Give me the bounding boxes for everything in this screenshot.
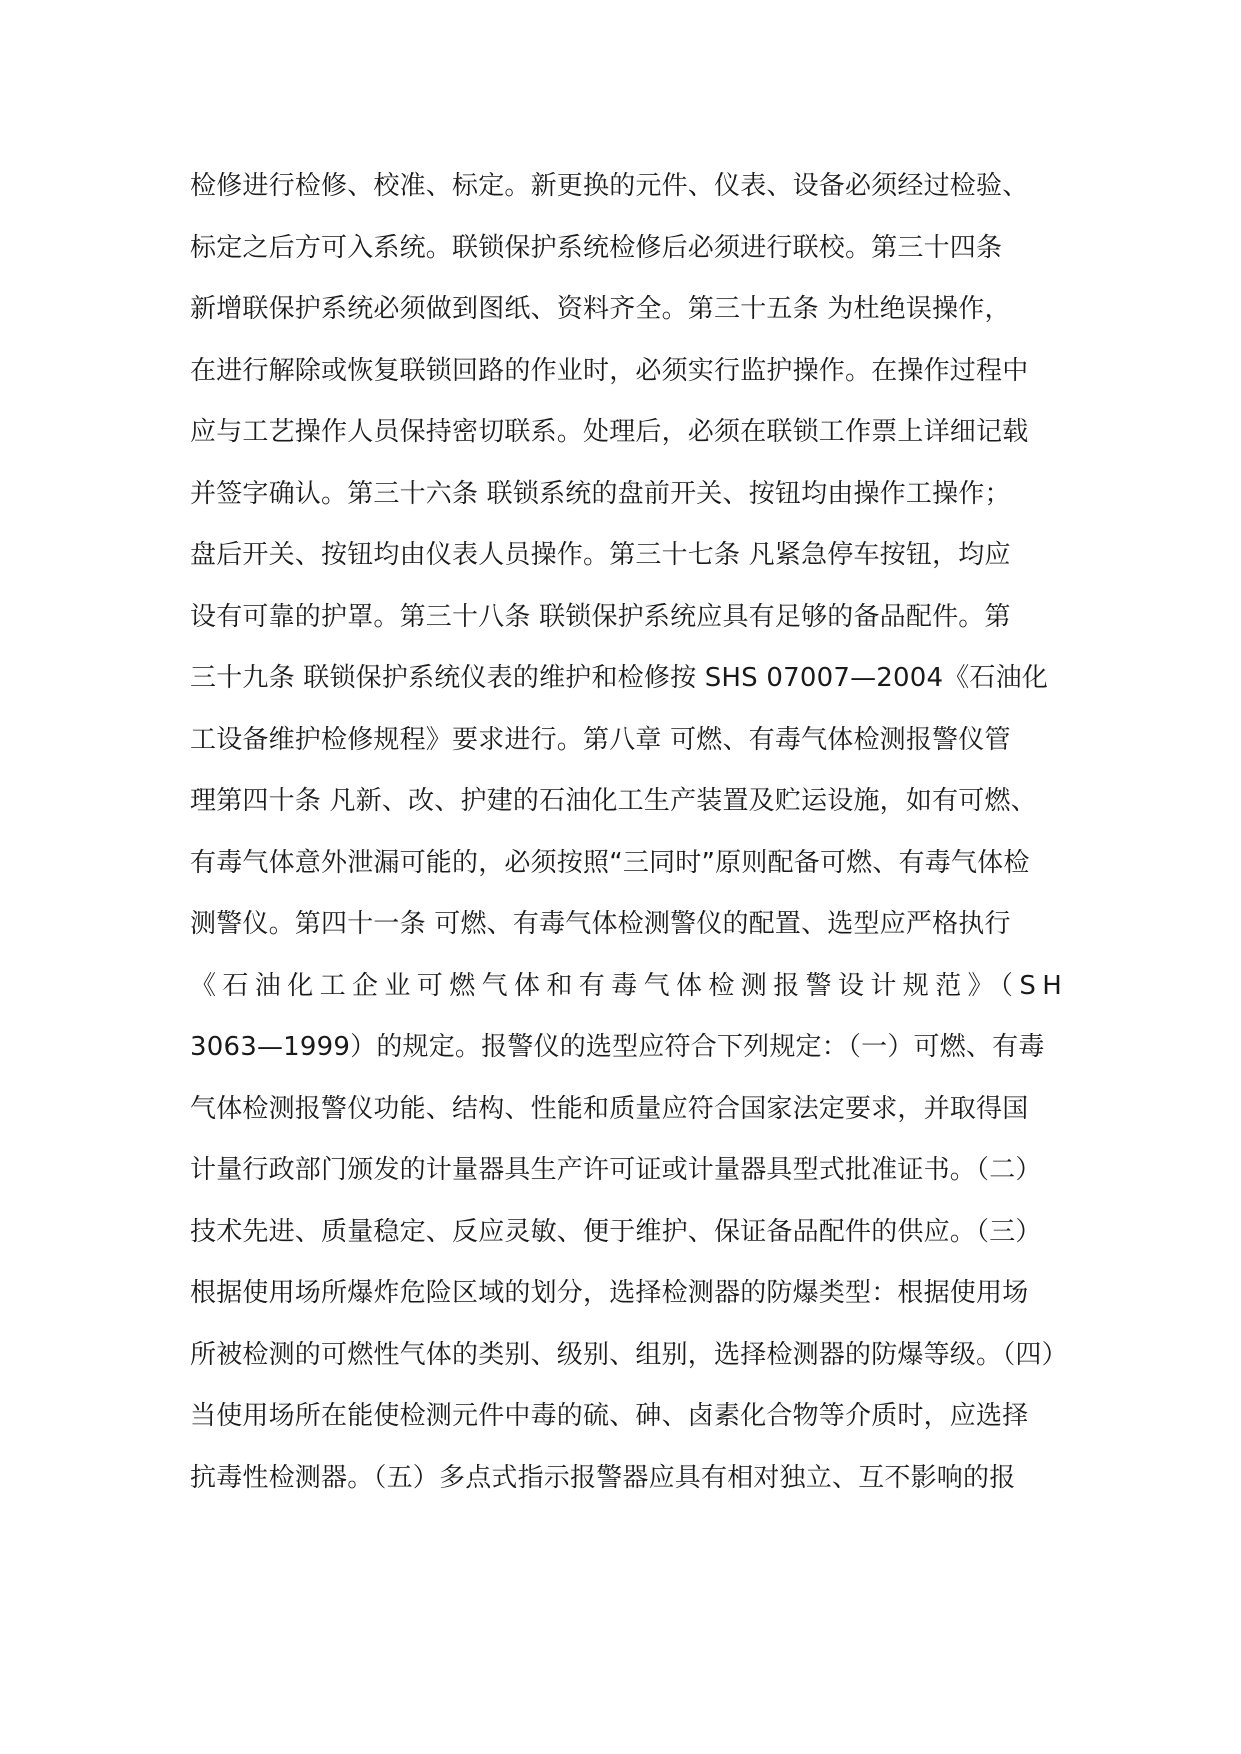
- text-line: 在进行解除或恢复联锁回路的作业时，必须实行监护操作。在操作过程中: [190, 355, 1029, 386]
- text-line: 工设备维护检修规程》要求进行。第八章 可燃、有毒气体检测报警仪管: [190, 724, 1011, 755]
- text-line: 三十九条 联锁保护系统仪表的维护和检修按 SHS 07007—2004《石油化: [190, 663, 1049, 693]
- text-line: 当使用场所在能使检测元件中毒的硫、砷、卤素化合物等介质时，应选择: [190, 1401, 1029, 1431]
- text-line: 所被检测的可燃性气体的类别、级别、组别，选择检测器的防爆等级。（四）: [190, 1339, 1068, 1370]
- text-line: 抗毒性检测器。（五）多点式指示报警器应具有相对独立、互不影响的报: [190, 1462, 1016, 1493]
- text-line: 根据使用场所爆炸危险区域的划分，选择检测器的防爆类型：根据使用场: [190, 1278, 1029, 1308]
- text-line: 有毒气体意外泄漏可能的，必须按照“三同时”原则配备可燃、有毒气体检: [190, 847, 1030, 878]
- text-line: 设有可靠的护罩。第三十八条 联锁保护系统应具有足够的备品配件。第: [190, 601, 1011, 632]
- text-line: 盘后开关、按钮均由仪表人员操作。第三十七条 凡紧急停车按钮，均应: [190, 540, 1011, 570]
- text-line: 检修进行检修、校准、标定。新更换的元件、仪表、设备必须经过检验、: [190, 171, 1029, 201]
- text-line: 技术先进、质量稳定、反应灵敏、便于维护、保证备品配件的供应。（三）: [190, 1216, 1042, 1247]
- text-line: 理第四十条 凡新、改、护建的石油化工生产装置及贮运设施，如有可燃、: [190, 786, 1037, 816]
- text-line: 应与工艺操作人员保持密切联系。处理后，必须在联锁工作票上详细记载: [190, 417, 1029, 447]
- text-line: 标定之后方可入系统。联锁保护系统检修后必须进行联校。第三十四条: [190, 232, 1003, 263]
- text-line: 计量行政部门颁发的计量器具生产许可证或计量器具型式批准证书。（二）: [190, 1155, 1042, 1185]
- text-line: 3063—1999）的规定。报警仪的选型应符合下列规定：（一）可燃、有毒: [190, 1032, 1045, 1062]
- text-line: 并签字确认。第三十六条 联锁系统的盘前开关、按钮均由操作工操作；: [190, 478, 1011, 509]
- text-line: 测警仪。第四十一条 可燃、有毒气体检测警仪的配置、选型应严格执行: [190, 909, 1011, 939]
- body-text: [190, 156, 1069, 1509]
- text-line: 《石油化工企业可燃气体和有毒气体检测报警设计规范》（SH: [190, 970, 1069, 1001]
- text-line: 气体检测报警仪功能、结构、性能和质量应符合国家法定要求，并取得国: [190, 1093, 1029, 1124]
- text-line: 新增联保护系统必须做到图纸、资料齐全。第三十五条 为杜绝误操作，: [190, 294, 1011, 324]
